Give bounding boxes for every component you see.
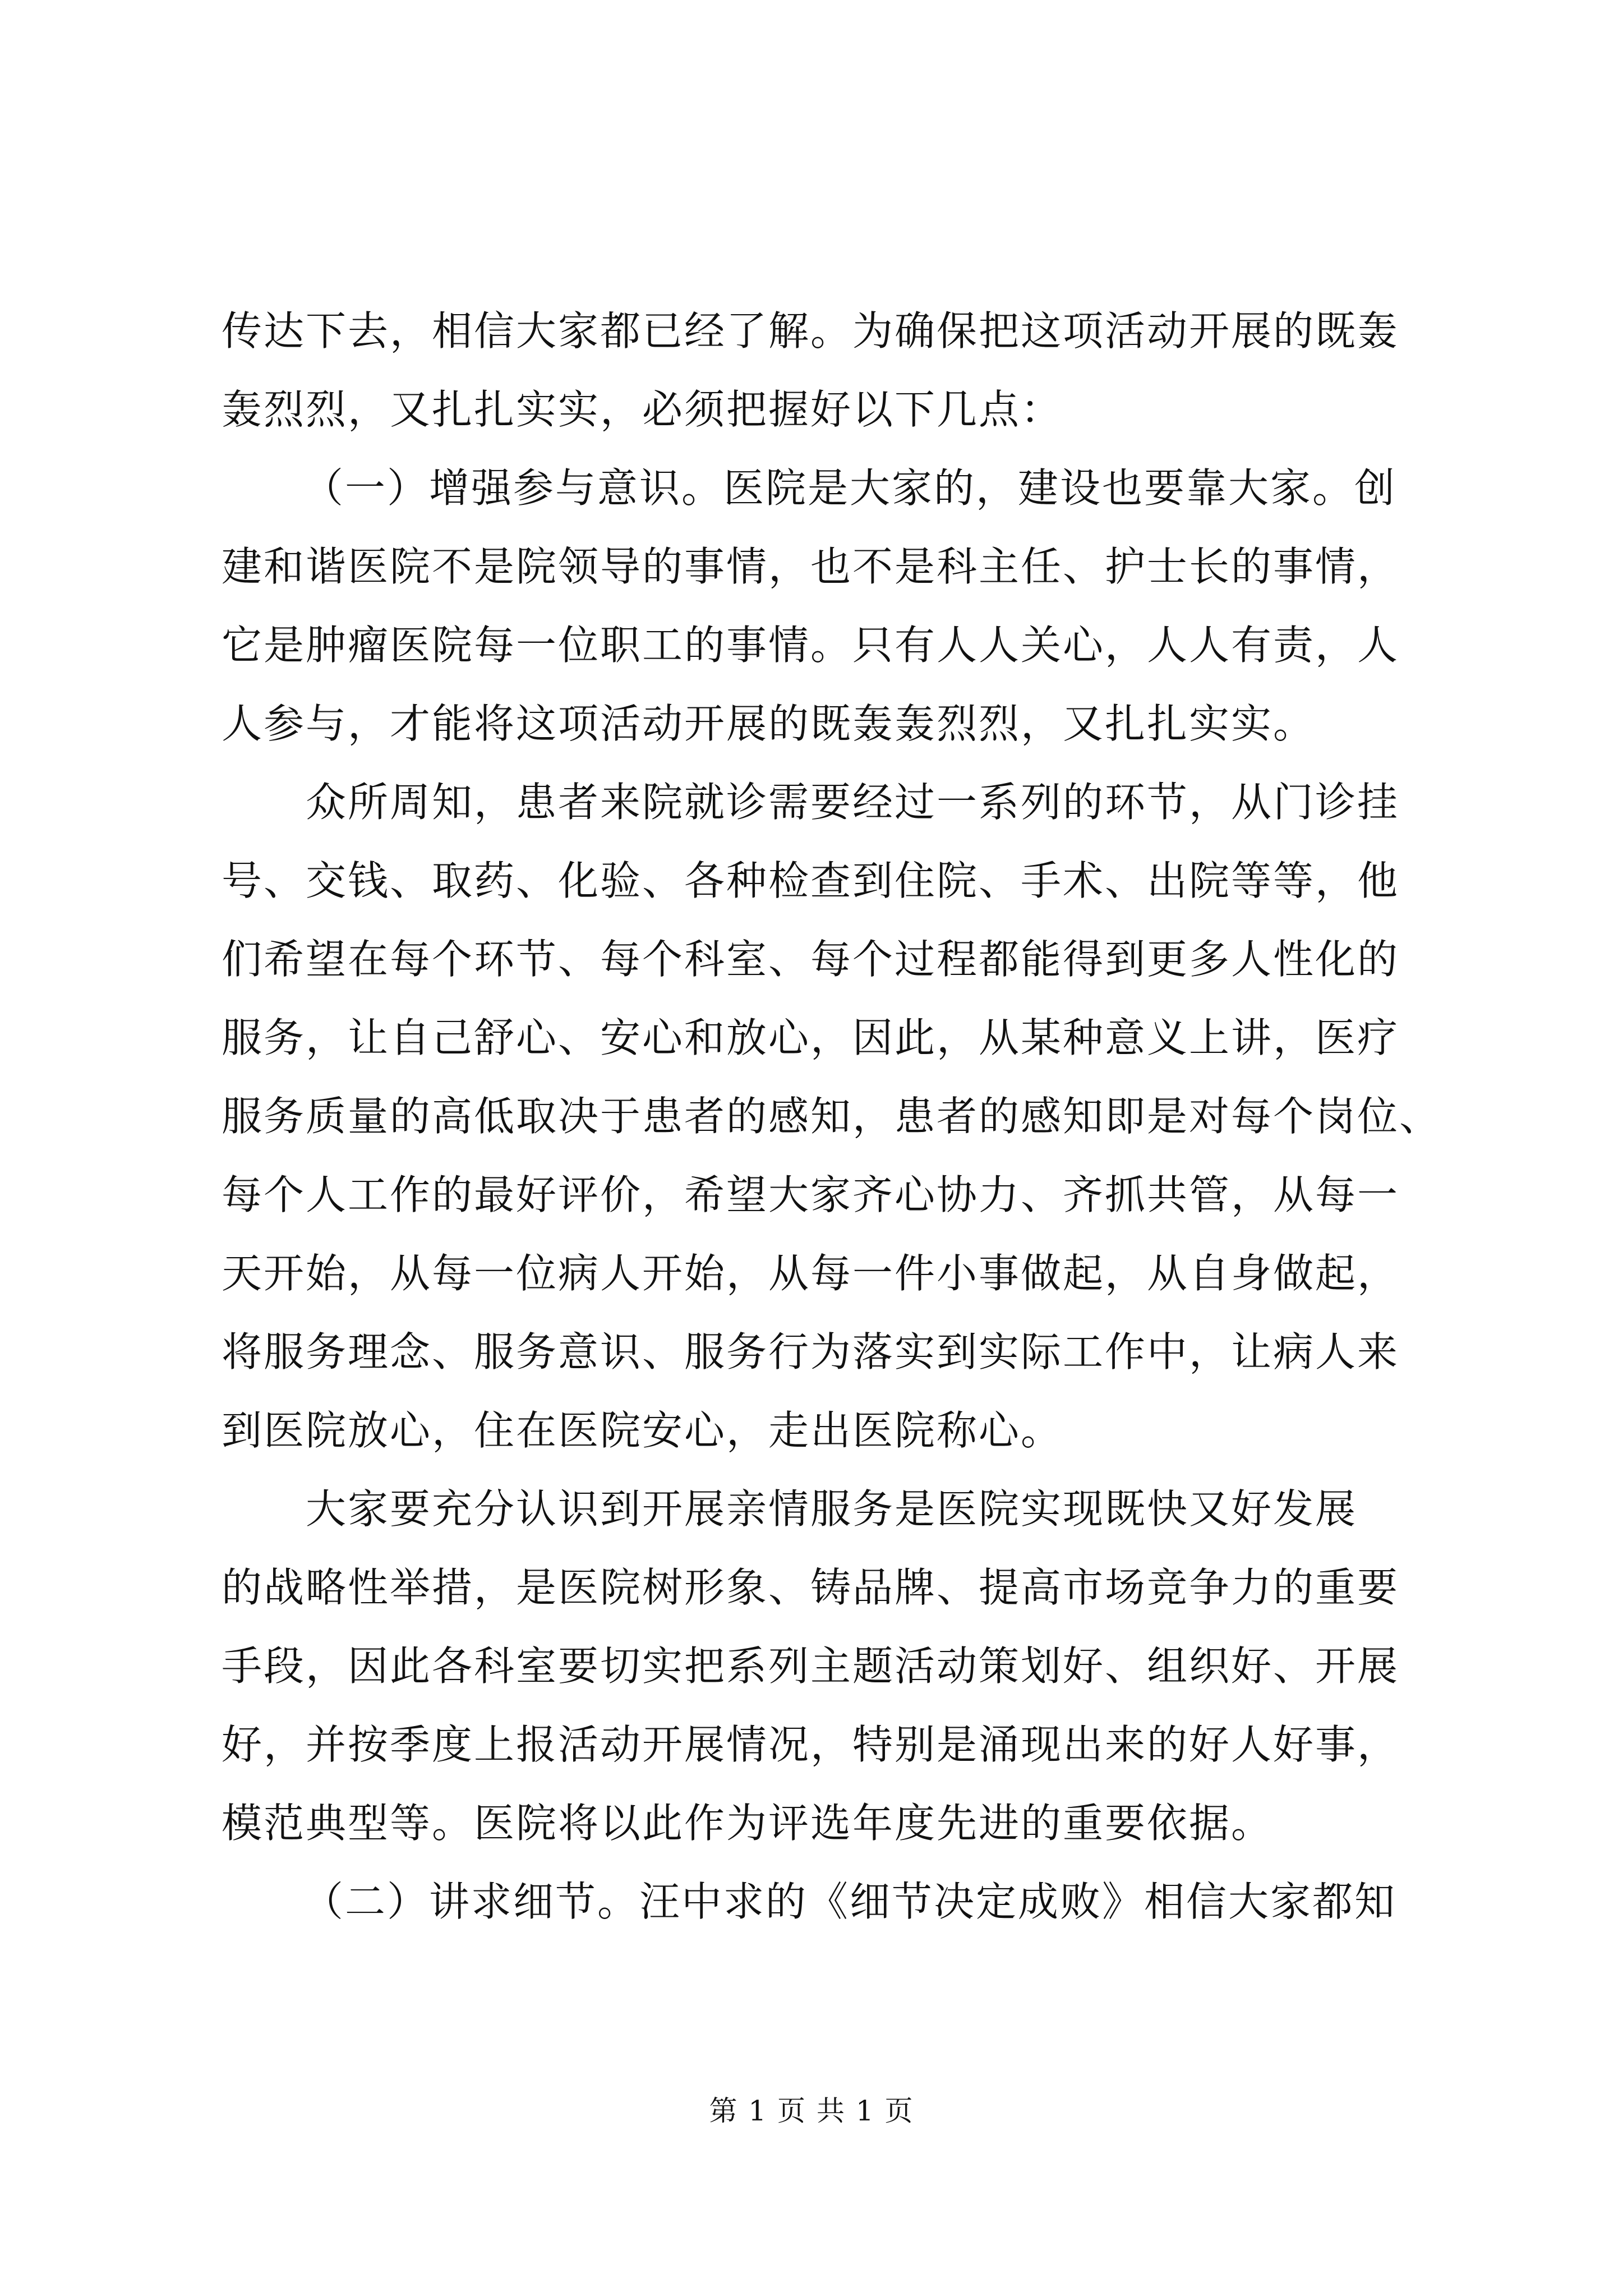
text-line: 服务质量的高低取决于患者的感知，患者的感知即是对每个岗位、 (222, 1093, 1442, 1140)
text-line: 模范典型等。医院将以此作为评选年度先进的重要依据。 (222, 1800, 1274, 1847)
page-number-footer: 第 1 页 共 1 页 (709, 2095, 914, 2127)
text-line: 将服务理念、服务意识、服务行为落实到实际工作中，让病人来 (222, 1328, 1400, 1375)
text-line: （二）讲求细节。汪中求的《细节决定成败》相信大家都知 (303, 1878, 1397, 1925)
text-line: 每个人工作的最好评价，希望大家齐心协力、齐抓共管，从每一 (222, 1171, 1400, 1218)
text-line: 众所周知，患者来院就诊需要经过一系列的环节，从门诊挂 (306, 779, 1400, 826)
text-line: 它是肿瘤医院每一位职工的事情。只有人人关心，人人有责，人 (222, 622, 1400, 669)
text-line: 建和谐医院不是院领导的事情，也不是科主任、护士长的事情， (222, 543, 1400, 590)
text-line: 服务，让自己舒心、安心和放心，因此，从某种意义上讲，医疗 (222, 1014, 1400, 1061)
text-line: （一）增强参与意识。医院是大家的，建设也要靠大家。创 (303, 464, 1397, 512)
text-line: 人参与，才能将这项活动开展的既轰轰烈烈，又扎扎实实。 (222, 700, 1316, 747)
text-line: 到医院放心，住在医院安心，走出医院称心。 (222, 1407, 1063, 1454)
text-line: 的战略性举措，是医院树形象、铸品牌、提高市场竞争力的重要 (222, 1564, 1400, 1611)
text-line: 天开始，从每一位病人开始，从每一件小事做起，从自身做起， (222, 1250, 1400, 1297)
text-line: 大家要充分认识到开展亲情服务是医院实现既快又好发展 (306, 1485, 1358, 1533)
text-line: 号、交钱、取药、化验、各种检查到住院、手术、出院等等，他 (222, 857, 1400, 904)
text-line: 传达下去，相信大家都已经了解。为确保把这项活动开展的既轰 (222, 307, 1400, 355)
text-line: 轰烈烈，又扎扎实实，必须把握好以下几点： (222, 386, 1063, 433)
text-line: 好，并按季度上报活动开展情况，特别是涌现出来的好人好事， (222, 1721, 1400, 1768)
text-line: 手段，因此各科室要切实把系列主题活动策划好、组织好、开展 (222, 1642, 1400, 1690)
text-line: 们希望在每个环节、每个科室、每个过程都能得到更多人性化的 (222, 936, 1400, 983)
